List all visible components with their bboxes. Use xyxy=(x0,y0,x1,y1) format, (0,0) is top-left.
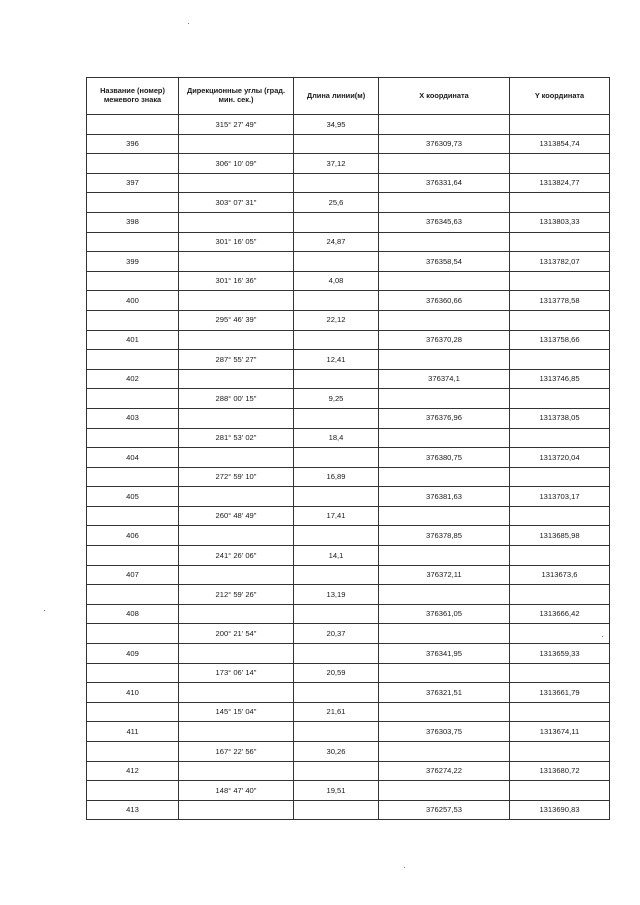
x-coordinate-cell-empty xyxy=(379,115,510,135)
point-name-cell-empty xyxy=(87,193,179,213)
table-row-segment xyxy=(87,389,610,409)
direction-angle-cell: 306° 10' 09" xyxy=(179,154,294,174)
table-body xyxy=(87,115,610,820)
direction-angle-cell-empty xyxy=(179,212,294,232)
y-coordinate-cell-empty xyxy=(510,781,610,801)
table-row-segment xyxy=(87,467,610,487)
y-coordinate-cell: 1313778,58 xyxy=(510,291,610,311)
line-length-cell: 30,26 xyxy=(294,742,379,762)
table-row-segment xyxy=(87,742,610,762)
direction-angle-cell: 301° 16' 36" xyxy=(179,271,294,291)
table-row-point xyxy=(87,252,610,272)
point-name-cell-empty xyxy=(87,467,179,487)
table-row-segment xyxy=(87,546,610,566)
table-row-point xyxy=(87,761,610,781)
line-length-cell-empty xyxy=(294,369,379,389)
scan-speck xyxy=(602,636,603,637)
x-coordinate-cell-empty xyxy=(379,506,510,526)
table-row-point xyxy=(87,212,610,232)
table-row-point xyxy=(87,173,610,193)
point-name-cell-empty xyxy=(87,428,179,448)
header-line-length: Длина линии(м) xyxy=(294,78,379,115)
y-coordinate-cell-empty xyxy=(510,271,610,291)
y-coordinate-cell: 1313674,11 xyxy=(510,722,610,742)
y-coordinate-cell: 1313758,66 xyxy=(510,330,610,350)
point-name-cell-empty xyxy=(87,232,179,252)
point-name-cell-empty xyxy=(87,781,179,801)
y-coordinate-cell-empty xyxy=(510,350,610,370)
header-x-coordinate: X координата xyxy=(379,78,510,115)
x-coordinate-cell: 376378,85 xyxy=(379,526,510,546)
direction-angle-cell-empty xyxy=(179,722,294,742)
x-coordinate-cell-empty xyxy=(379,232,510,252)
y-coordinate-cell-empty xyxy=(510,585,610,605)
y-coordinate-cell: 1313854,74 xyxy=(510,134,610,154)
direction-angle-cell-empty xyxy=(179,173,294,193)
table-row-segment xyxy=(87,663,610,683)
direction-angle-cell: 241° 26' 06" xyxy=(179,546,294,566)
x-coordinate-cell: 376321,51 xyxy=(379,683,510,703)
y-coordinate-cell-empty xyxy=(510,154,610,174)
table-row-point xyxy=(87,369,610,389)
direction-angle-cell: 301° 16' 05" xyxy=(179,232,294,252)
line-length-cell: 20,37 xyxy=(294,624,379,644)
line-length-cell-empty xyxy=(294,683,379,703)
y-coordinate-cell-empty xyxy=(510,663,610,683)
table-row-segment xyxy=(87,781,610,801)
point-name-cell-empty xyxy=(87,506,179,526)
table-row-segment xyxy=(87,506,610,526)
direction-angle-cell-empty xyxy=(179,252,294,272)
table-row-point xyxy=(87,487,610,507)
scan-speck xyxy=(44,610,45,611)
line-length-cell: 13,19 xyxy=(294,585,379,605)
x-coordinate-cell-empty xyxy=(379,585,510,605)
direction-angle-cell-empty xyxy=(179,291,294,311)
y-coordinate-cell-empty xyxy=(510,506,610,526)
point-name-cell: 408 xyxy=(87,604,179,624)
y-coordinate-cell-empty xyxy=(510,702,610,722)
table-row-segment xyxy=(87,271,610,291)
direction-angle-cell-empty xyxy=(179,761,294,781)
direction-angle-cell: 148° 47' 40" xyxy=(179,781,294,801)
direction-angle-cell: 295° 46' 39" xyxy=(179,310,294,330)
line-length-cell-empty xyxy=(294,604,379,624)
y-coordinate-cell-empty xyxy=(510,232,610,252)
x-coordinate-cell: 376370,28 xyxy=(379,330,510,350)
x-coordinate-cell-empty xyxy=(379,663,510,683)
x-coordinate-cell-empty xyxy=(379,742,510,762)
table-row-point xyxy=(87,604,610,624)
y-coordinate-cell: 1313659,33 xyxy=(510,644,610,664)
line-length-cell: 17,41 xyxy=(294,506,379,526)
line-length-cell-empty xyxy=(294,408,379,428)
y-coordinate-cell-empty xyxy=(510,389,610,409)
x-coordinate-cell-empty xyxy=(379,546,510,566)
y-coordinate-cell: 1313673,6 xyxy=(510,565,610,585)
x-coordinate-cell-empty xyxy=(379,702,510,722)
line-length-cell: 18,4 xyxy=(294,428,379,448)
y-coordinate-cell: 1313738,05 xyxy=(510,408,610,428)
line-length-cell: 37,12 xyxy=(294,154,379,174)
y-coordinate-cell-empty xyxy=(510,115,610,135)
x-coordinate-cell-empty xyxy=(379,624,510,644)
y-coordinate-cell-empty xyxy=(510,310,610,330)
y-coordinate-cell: 1313661,79 xyxy=(510,683,610,703)
direction-angle-cell: 173° 06' 14" xyxy=(179,663,294,683)
x-coordinate-cell: 376331,64 xyxy=(379,173,510,193)
x-coordinate-cell: 376381,63 xyxy=(379,487,510,507)
table-row-segment xyxy=(87,232,610,252)
direction-angle-cell-empty xyxy=(179,330,294,350)
table-row-point xyxy=(87,644,610,664)
line-length-cell-empty xyxy=(294,565,379,585)
table-row-segment xyxy=(87,115,610,135)
x-coordinate-cell: 376376,96 xyxy=(379,408,510,428)
header-y-coordinate: Y координата xyxy=(510,78,610,115)
table-row-segment xyxy=(87,193,610,213)
line-length-cell: 4,08 xyxy=(294,271,379,291)
line-length-cell: 9,25 xyxy=(294,389,379,409)
table-row-segment xyxy=(87,350,610,370)
x-coordinate-cell-empty xyxy=(379,350,510,370)
point-name-cell: 397 xyxy=(87,173,179,193)
table-row-segment xyxy=(87,585,610,605)
table-row-segment xyxy=(87,702,610,722)
x-coordinate-cell: 376341,95 xyxy=(379,644,510,664)
y-coordinate-cell: 1313720,04 xyxy=(510,448,610,468)
direction-angle-cell-empty xyxy=(179,800,294,820)
point-name-cell-empty xyxy=(87,702,179,722)
x-coordinate-cell: 376360,66 xyxy=(379,291,510,311)
x-coordinate-cell-empty xyxy=(379,154,510,174)
direction-angle-cell: 303° 07' 31" xyxy=(179,193,294,213)
scan-speck xyxy=(404,867,405,868)
point-name-cell: 409 xyxy=(87,644,179,664)
point-name-cell: 398 xyxy=(87,212,179,232)
table-row-point xyxy=(87,408,610,428)
x-coordinate-cell-empty xyxy=(379,467,510,487)
point-name-cell: 400 xyxy=(87,291,179,311)
table-row-point xyxy=(87,330,610,350)
line-length-cell-empty xyxy=(294,212,379,232)
direction-angle-cell-empty xyxy=(179,565,294,585)
point-name-cell-empty xyxy=(87,624,179,644)
line-length-cell-empty xyxy=(294,291,379,311)
point-name-cell-empty xyxy=(87,663,179,683)
y-coordinate-cell: 1313690,83 xyxy=(510,800,610,820)
line-length-cell-empty xyxy=(294,800,379,820)
point-name-cell: 404 xyxy=(87,448,179,468)
line-length-cell: 34,95 xyxy=(294,115,379,135)
header-point-name: Название (номер) межевого знака xyxy=(87,78,179,115)
line-length-cell-empty xyxy=(294,252,379,272)
x-coordinate-cell: 376274,22 xyxy=(379,761,510,781)
line-length-cell: 16,89 xyxy=(294,467,379,487)
table-row-point xyxy=(87,134,610,154)
x-coordinate-cell: 376380,75 xyxy=(379,448,510,468)
direction-angle-cell-empty xyxy=(179,369,294,389)
direction-angle-cell-empty xyxy=(179,487,294,507)
point-name-cell: 413 xyxy=(87,800,179,820)
point-name-cell: 412 xyxy=(87,761,179,781)
line-length-cell: 22,12 xyxy=(294,310,379,330)
x-coordinate-cell: 376345,63 xyxy=(379,212,510,232)
point-name-cell: 410 xyxy=(87,683,179,703)
table-row-segment xyxy=(87,154,610,174)
y-coordinate-cell-empty xyxy=(510,428,610,448)
y-coordinate-cell: 1313685,98 xyxy=(510,526,610,546)
point-name-cell-empty xyxy=(87,271,179,291)
table-row-point xyxy=(87,565,610,585)
line-length-cell-empty xyxy=(294,487,379,507)
point-name-cell-empty xyxy=(87,546,179,566)
line-length-cell-empty xyxy=(294,173,379,193)
x-coordinate-cell-empty xyxy=(379,781,510,801)
direction-angle-cell-empty xyxy=(179,604,294,624)
x-coordinate-cell-empty xyxy=(379,389,510,409)
line-length-cell-empty xyxy=(294,644,379,664)
point-name-cell: 402 xyxy=(87,369,179,389)
direction-angle-cell: 272° 59' 10" xyxy=(179,467,294,487)
x-coordinate-cell: 376361,05 xyxy=(379,604,510,624)
y-coordinate-cell-empty xyxy=(510,742,610,762)
point-name-cell-empty xyxy=(87,389,179,409)
direction-angle-cell: 212° 59' 26" xyxy=(179,585,294,605)
y-coordinate-cell-empty xyxy=(510,546,610,566)
coordinates-table xyxy=(86,77,610,820)
point-name-cell-empty xyxy=(87,350,179,370)
x-coordinate-cell-empty xyxy=(379,193,510,213)
line-length-cell-empty xyxy=(294,761,379,781)
header-direction-angle: Дирекционные углы (град. мин. сек.) xyxy=(179,78,294,115)
y-coordinate-cell: 1313782,07 xyxy=(510,252,610,272)
y-coordinate-cell-empty xyxy=(510,624,610,644)
x-coordinate-cell-empty xyxy=(379,428,510,448)
direction-angle-cell-empty xyxy=(179,526,294,546)
table-header-row xyxy=(87,78,610,115)
y-coordinate-cell-empty xyxy=(510,467,610,487)
point-name-cell-empty xyxy=(87,742,179,762)
y-coordinate-cell-empty xyxy=(510,193,610,213)
y-coordinate-cell: 1313666,42 xyxy=(510,604,610,624)
direction-angle-cell-empty xyxy=(179,134,294,154)
x-coordinate-cell-empty xyxy=(379,310,510,330)
line-length-cell: 21,61 xyxy=(294,702,379,722)
direction-angle-cell: 200° 21' 54" xyxy=(179,624,294,644)
table-row-segment xyxy=(87,310,610,330)
x-coordinate-cell: 376358,54 xyxy=(379,252,510,272)
point-name-cell: 411 xyxy=(87,722,179,742)
line-length-cell: 14,1 xyxy=(294,546,379,566)
line-length-cell: 19,51 xyxy=(294,781,379,801)
table-row-segment xyxy=(87,624,610,644)
line-length-cell: 12,41 xyxy=(294,350,379,370)
line-length-cell: 25,6 xyxy=(294,193,379,213)
direction-angle-cell: 287° 55' 27" xyxy=(179,350,294,370)
line-length-cell: 20,59 xyxy=(294,663,379,683)
direction-angle-cell-empty xyxy=(179,683,294,703)
point-name-cell: 406 xyxy=(87,526,179,546)
table-row-point xyxy=(87,722,610,742)
line-length-cell-empty xyxy=(294,448,379,468)
direction-angle-cell: 281° 53' 02" xyxy=(179,428,294,448)
line-length-cell-empty xyxy=(294,722,379,742)
point-name-cell-empty xyxy=(87,310,179,330)
direction-angle-cell: 315° 27' 49" xyxy=(179,115,294,135)
table-row-point xyxy=(87,291,610,311)
direction-angle-cell: 145° 15' 04" xyxy=(179,702,294,722)
x-coordinate-cell-empty xyxy=(379,271,510,291)
y-coordinate-cell: 1313824,77 xyxy=(510,173,610,193)
direction-angle-cell-empty xyxy=(179,408,294,428)
y-coordinate-cell: 1313703,17 xyxy=(510,487,610,507)
table-row-segment xyxy=(87,428,610,448)
x-coordinate-cell: 376257,53 xyxy=(379,800,510,820)
point-name-cell: 403 xyxy=(87,408,179,428)
direction-angle-cell: 260° 48' 49" xyxy=(179,506,294,526)
line-length-cell-empty xyxy=(294,526,379,546)
x-coordinate-cell: 376374,1 xyxy=(379,369,510,389)
direction-angle-cell: 167° 22' 56" xyxy=(179,742,294,762)
direction-angle-cell: 288° 00' 15" xyxy=(179,389,294,409)
table-row-point xyxy=(87,800,610,820)
point-name-cell: 401 xyxy=(87,330,179,350)
table-row-point xyxy=(87,448,610,468)
scan-speck xyxy=(188,23,189,24)
x-coordinate-cell: 376309,73 xyxy=(379,134,510,154)
direction-angle-cell-empty xyxy=(179,448,294,468)
x-coordinate-cell: 376303,75 xyxy=(379,722,510,742)
point-name-cell: 407 xyxy=(87,565,179,585)
line-length-cell: 24,87 xyxy=(294,232,379,252)
x-coordinate-cell: 376372,11 xyxy=(379,565,510,585)
line-length-cell-empty xyxy=(294,134,379,154)
direction-angle-cell-empty xyxy=(179,644,294,664)
point-name-cell-empty xyxy=(87,154,179,174)
table-row-point xyxy=(87,526,610,546)
point-name-cell: 405 xyxy=(87,487,179,507)
point-name-cell-empty xyxy=(87,585,179,605)
y-coordinate-cell: 1313680,72 xyxy=(510,761,610,781)
y-coordinate-cell: 1313746,85 xyxy=(510,369,610,389)
table-row-point xyxy=(87,683,610,703)
line-length-cell-empty xyxy=(294,330,379,350)
point-name-cell: 396 xyxy=(87,134,179,154)
y-coordinate-cell: 1313803,33 xyxy=(510,212,610,232)
point-name-cell: 399 xyxy=(87,252,179,272)
point-name-cell-empty xyxy=(87,115,179,135)
